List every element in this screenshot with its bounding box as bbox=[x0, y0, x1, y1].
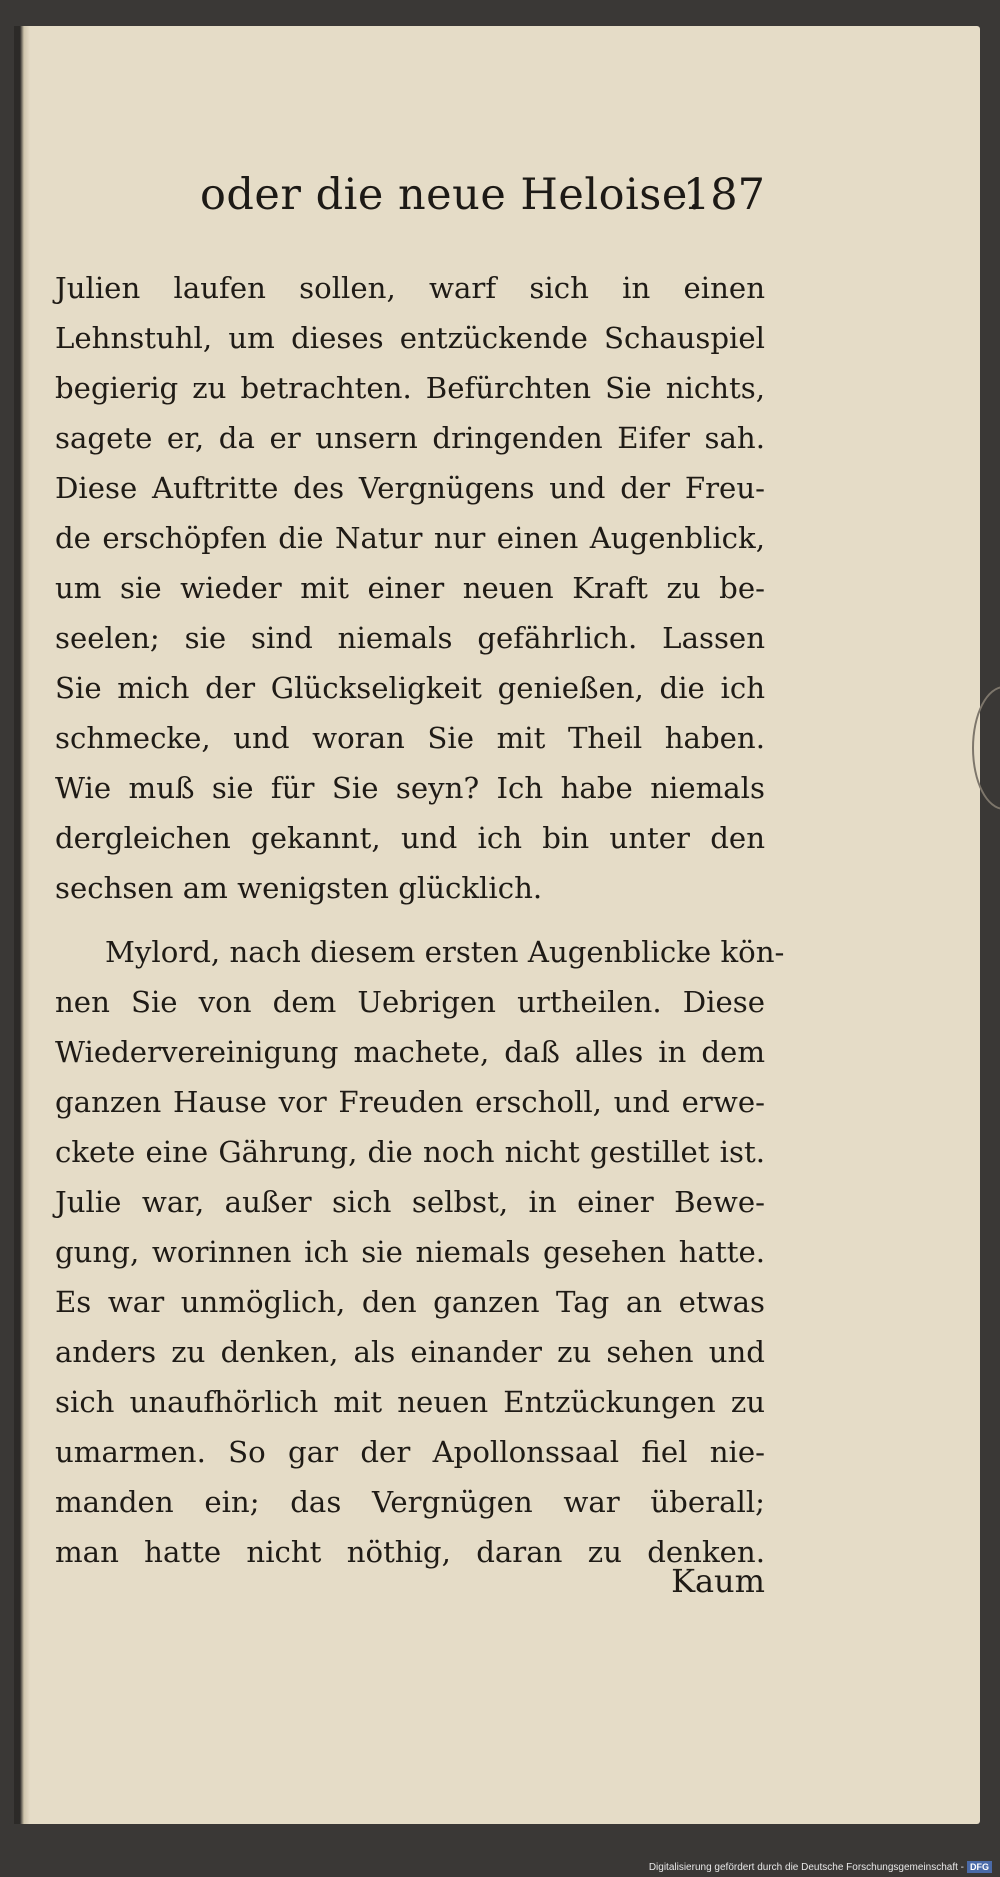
dfg-logo: DFG bbox=[967, 1861, 992, 1873]
text-line: Diese Auftritte des Vergnügens und der Freu- bbox=[55, 471, 765, 505]
page-gutter bbox=[14, 26, 30, 1824]
text-line: Julien laufen sollen, warf sich in einen bbox=[55, 271, 765, 305]
running-head: oder die neue Heloise. bbox=[200, 170, 702, 220]
text-line: um sie wieder mit einer neuen Kraft zu be- bbox=[55, 571, 765, 605]
text-line: ckete eine Gährung, die noch nicht gestillet ist. bbox=[55, 1135, 765, 1169]
paragraph-1 bbox=[55, 263, 765, 913]
text-line: anders zu denken, als einander zu sehen und bbox=[55, 1335, 765, 1369]
text-line: umarmen. So gar der Apollonssaal fiel nie- bbox=[55, 1435, 765, 1469]
text-line: dergleichen gekannt, und ich bin unter den bbox=[55, 821, 765, 855]
text-line: Es war unmöglich, den ganzen Tag an etwas bbox=[55, 1285, 765, 1319]
text-line: man hatte nicht nöthig, daran zu denken. bbox=[55, 1535, 765, 1569]
text-line: sagete er, da er unsern dringenden Eifer sah. bbox=[55, 421, 765, 455]
text-line: sich unaufhörlich mit neuen Entzückungen zu bbox=[55, 1385, 765, 1419]
text-line: gung, worinnen ich sie niemals gesehen hatte. bbox=[55, 1235, 765, 1269]
page-number: 187 bbox=[682, 170, 765, 220]
text-line: de erschöpfen die Natur nur einen Augenblick, bbox=[55, 521, 765, 555]
text-line: schmecke, und woran Sie mit Theil haben. bbox=[55, 721, 765, 755]
fore-edge-mark bbox=[972, 686, 1000, 810]
text-line: sechsen am wenigsten glücklich. bbox=[55, 871, 543, 905]
text-line: seelen; sie sind niemals gefährlich. Lassen bbox=[55, 621, 765, 655]
text-line: ganzen Hause vor Freuden erscholl, und erwe- bbox=[55, 1085, 765, 1119]
catchword: Kaum bbox=[671, 1562, 765, 1600]
text-line: begierig zu betrachten. Befürchten Sie nichts, bbox=[55, 371, 765, 405]
text-line: Julie war, außer sich selbst, in einer Bewe- bbox=[55, 1185, 765, 1219]
text-line: Wie muß sie für Sie seyn? Ich habe niemals bbox=[55, 771, 765, 805]
text-line: Mylord, nach diesem ersten Augenblicke kön- bbox=[105, 935, 785, 969]
credit-text: Digitalisierung gefördert durch die Deutsche Forschungsgemeinschaft - bbox=[648, 1862, 964, 1873]
text-line: nen Sie von dem Uebrigen urtheilen. Diese bbox=[55, 985, 765, 1019]
text-line: Lehnstuhl, um dieses entzückende Schauspiel bbox=[55, 321, 765, 355]
digitization-credit bbox=[649, 1861, 992, 1873]
page-header bbox=[55, 170, 765, 240]
text-line: Wiedervereinigung machete, daß alles in dem bbox=[55, 1035, 765, 1069]
text-line: Sie mich der Glückseligkeit genießen, die ich bbox=[55, 671, 765, 705]
text-line: manden ein; das Vergnügen war überall; bbox=[55, 1485, 765, 1519]
paragraph-2 bbox=[55, 927, 785, 1577]
